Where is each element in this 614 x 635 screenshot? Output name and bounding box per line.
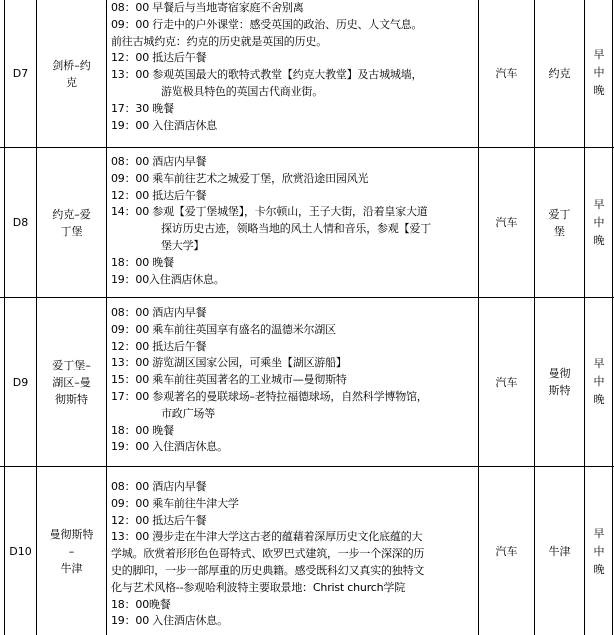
route-cell: [37, 148, 106, 297]
route-line: 约克–爱: [52, 207, 91, 221]
schedule-line: 堡大学】: [161, 238, 205, 252]
day-cell: D8: [12, 216, 29, 229]
schedule-line: 市政广场等: [161, 406, 215, 420]
route-line: 曼彻斯特: [49, 527, 94, 541]
meal-dinner: 晚: [593, 84, 605, 97]
stay-line: 爱丁: [548, 207, 571, 221]
route-line: –: [68, 544, 75, 558]
meal-breakfast: 早: [593, 527, 605, 540]
schedule-cell: [111, 0, 477, 134]
schedule-line: 08：00 酒店内早餐: [111, 480, 207, 493]
schedule-line: 15：00 乘车前往英国著名的工业城市—曼彻斯特: [111, 373, 347, 387]
day-cell: D9: [12, 375, 29, 389]
route-line: 丁堡: [60, 224, 83, 238]
schedule-line: 13：00 参观英国最大的歌特式教堂【约克大教堂】及古城城墙，: [111, 68, 423, 82]
schedule-cell: [111, 154, 477, 288]
grid-line: [106, 0, 107, 635]
schedule-line: 游览极具特色的英国古代商业街。: [161, 84, 323, 98]
route-line: 爱丁堡–: [52, 358, 91, 372]
route-cell: [37, 467, 106, 635]
route-line: 牛津: [60, 561, 83, 575]
day-cell: D10: [9, 544, 32, 558]
schedule-line: 18：00 晚餐: [111, 255, 174, 269]
schedule-line: 前往古城约克：约克的历史就是英国的历史。: [111, 34, 327, 48]
meal-lunch: 中: [593, 375, 605, 388]
route-line: 彻斯特: [55, 392, 88, 406]
meal-breakfast: 早: [593, 198, 605, 211]
meals-cell: [587, 355, 611, 409]
schedule-line: 13：00 游览湖区国家公园，可乘坐【湖区游船】: [111, 356, 347, 370]
stay-line: 堡: [554, 224, 565, 238]
schedule-line: 17：30 晚餐: [111, 101, 174, 115]
stay-line: 牛津: [548, 544, 571, 558]
route-line: 湖区–曼: [52, 375, 91, 389]
grid-line: [612, 0, 613, 635]
schedule-line: 09：00 乘车前往牛津大学: [111, 496, 239, 510]
stay-cell: [535, 298, 584, 466]
schedule-line: 12：00 抵达后午餐: [111, 188, 207, 202]
schedule-cell: [111, 305, 477, 456]
schedule-line: 12：00 抵达后午餐: [111, 339, 207, 353]
stay-cell: [535, 148, 584, 297]
meal-dinner: 晚: [593, 234, 605, 247]
route-cell: [37, 298, 106, 466]
schedule-line: 08：00 早餐后与当地寄宿家庭不舍别离: [111, 1, 304, 14]
stay-line: 曼彻: [548, 367, 571, 380]
day-cell: D7: [12, 67, 29, 80]
schedule-line: 化与艺术风格--参观哈利波特主要取景地：Christ church学院: [111, 580, 406, 594]
schedule-line: 13：00 漫步走在牛津大学这古老的蕴藉着深厚历史文化底蕴的大: [111, 530, 423, 544]
stay-cell: [535, 467, 584, 635]
schedule-line: 09：00 行走中的户外课堂：感受英国的政治、历史、人文气息。: [111, 17, 423, 31]
meal-lunch: 中: [593, 216, 605, 229]
meal-breakfast: 早: [593, 357, 605, 370]
meals-cell: [587, 525, 611, 579]
schedule-line: 学城。欣赏着形形色色哥特式、欧罗巴式建筑，一步一个深深的历: [111, 547, 425, 561]
meal-lunch: 中: [593, 545, 605, 558]
schedule-line: 09：00 乘车前往英国享有盛名的温德米尔湖区: [111, 322, 336, 336]
route-cell: [37, 0, 106, 147]
schedule-line: 12：00 抵达后午餐: [111, 513, 207, 527]
transport-cell: 汽车: [495, 544, 518, 558]
schedule-line: 18：00 晚餐: [111, 423, 174, 437]
meal-dinner: 晚: [593, 563, 605, 576]
schedule-line: 19：00 入住酒店休息。: [111, 440, 228, 454]
meal-breakfast: 早: [593, 48, 605, 61]
schedule-line: 08：00 酒店内早餐: [111, 306, 207, 319]
schedule-line: 09：00 乘车前往艺术之城爱丁堡，欣赏沿途田园风光: [111, 171, 369, 185]
transport-cell: 汽车: [495, 67, 518, 80]
transport-cell: 汽车: [495, 375, 518, 389]
schedule-line: 14：00 参观【爱丁堡城堡】，卡尔顿山，王子大街，沿着皇家大道: [111, 205, 428, 219]
schedule-line: 12：00 抵达后午餐: [111, 51, 207, 65]
schedule-line: 19：00 入住酒店休息: [111, 118, 218, 132]
route-line: 克: [66, 75, 77, 89]
grid-line: [584, 0, 585, 635]
schedule-line: 17：00 参观著名的曼联球场–老特拉福德球场，自然科学博物馆，: [111, 389, 428, 403]
meals-cell: [587, 196, 611, 250]
meal-dinner: 晚: [593, 393, 605, 406]
meals-cell: [587, 46, 611, 100]
meal-lunch: 中: [593, 66, 605, 79]
schedule-line: 19：00 入住酒店休息。: [111, 614, 228, 628]
schedule-line: 08：00 酒店内早餐: [111, 155, 207, 168]
schedule-line: 史的脚印，一步一部厚重的历史典籍。感受既科幻又真实的独特文: [111, 563, 425, 577]
stay-cell: [535, 0, 584, 147]
route-line: 剑桥–约: [52, 58, 91, 72]
transport-cell: 汽车: [495, 216, 518, 229]
schedule-line: 19：00入住酒店休息。: [111, 272, 225, 286]
schedule-line: 18：00晚餐: [111, 597, 171, 611]
stay-line: 约克: [548, 67, 571, 80]
schedule-cell: [111, 479, 477, 630]
stay-line: 斯特: [548, 384, 571, 397]
schedule-line: 探访历史古迹，领略当地的风土人情和音乐，参观【爱丁: [161, 222, 431, 236]
